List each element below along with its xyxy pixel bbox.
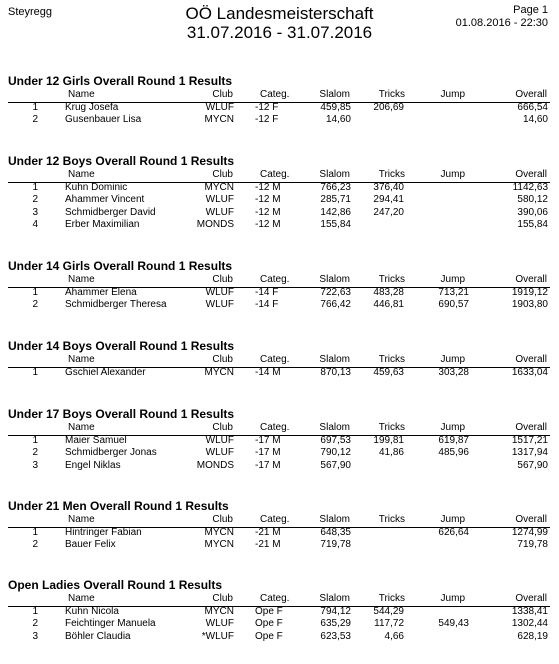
table-row: [0, 287, 559, 300]
cell-slalom: 155,84: [320, 219, 351, 231]
cell-overall: 719,78: [517, 539, 548, 551]
cell-tricks: 483,28: [373, 287, 404, 298]
cell-rank: 2: [32, 114, 38, 126]
cell-categ: -17 M: [255, 447, 281, 459]
column-header-categ: Categ.: [260, 354, 290, 365]
cell-categ: -17 M: [255, 435, 281, 446]
cell-rank: 1: [32, 435, 38, 446]
cell-club: WLUF: [205, 206, 234, 218]
cell-overall: 1919,12: [511, 287, 548, 298]
column-header-categ: Categ.: [260, 593, 290, 604]
cell-jump: 626,64: [438, 527, 469, 538]
cell-rank: 2: [32, 618, 38, 630]
cell-rank: 3: [32, 459, 38, 471]
column-header-name: Name: [68, 274, 95, 285]
cell-club: MONDS: [196, 459, 234, 471]
cell-slalom: 648,35: [320, 527, 351, 538]
cell-slalom: 766,23: [320, 182, 351, 193]
cell-rank: 2: [32, 447, 38, 459]
cell-overall: 1317,94: [511, 447, 548, 459]
cell-slalom: 722,63: [320, 287, 351, 298]
cell-name: Schmidberger Theresa: [65, 299, 167, 311]
cell-slalom: 870,13: [320, 367, 351, 378]
cell-slalom: 635,29: [320, 618, 351, 630]
cell-club: WLUF: [205, 299, 234, 311]
cell-categ: -21 M: [255, 527, 281, 538]
section-title: Under 17 Boys Overall Round 1 Results: [8, 407, 235, 421]
cell-tricks: 376,40: [373, 182, 404, 193]
cell-club: MONDS: [196, 219, 234, 231]
cell-jump: 619,87: [438, 435, 469, 446]
column-header-slalom: Slalom: [319, 514, 350, 525]
cell-club: MYCN: [204, 527, 234, 538]
cell-slalom: 14,60: [325, 114, 351, 126]
section-title: Under 21 Men Overall Round 1 Results: [8, 499, 229, 513]
cell-categ: -12 M: [255, 219, 281, 231]
cell-club: WLUF: [205, 194, 234, 206]
cell-jump: 713,21: [438, 287, 469, 298]
table-row: [0, 539, 559, 552]
column-header-slalom: Slalom: [319, 354, 350, 365]
cell-tricks: 4,66: [384, 630, 404, 642]
table-row: [0, 207, 559, 220]
cell-jump: 549,43: [438, 618, 469, 630]
cell-categ: -12 F: [255, 102, 279, 113]
cell-name: Gusenbauer Lisa: [65, 114, 142, 126]
column-header-club: Club: [212, 593, 233, 604]
column-header-row: [8, 89, 550, 103]
page-info: [456, 4, 548, 30]
cell-slalom: 142,86: [320, 206, 351, 218]
cell-name: Böhler Claudia: [65, 630, 131, 642]
column-header-jump: Jump: [440, 593, 465, 604]
cell-categ: -17 M: [255, 459, 281, 471]
cell-rank: 2: [32, 539, 38, 551]
page-number: Page 1: [513, 4, 548, 16]
table-row: [0, 102, 559, 115]
column-header-row: [8, 169, 550, 183]
cell-tricks: 459,63: [373, 367, 404, 378]
column-header-row: [8, 354, 550, 368]
cell-overall: 1633,04: [511, 367, 548, 378]
cell-slalom: 697,53: [320, 435, 351, 446]
column-header-tricks: Tricks: [378, 514, 405, 525]
cell-rank: 1: [32, 527, 38, 538]
column-header-club: Club: [212, 354, 233, 365]
cell-categ: -14 M: [255, 367, 281, 378]
column-header-slalom: Slalom: [319, 422, 350, 433]
cell-categ: Ope F: [255, 618, 283, 630]
cell-categ: -14 F: [255, 287, 279, 298]
table-row: [0, 460, 559, 473]
cell-slalom: 567,90: [320, 459, 351, 471]
cell-rank: 2: [32, 194, 38, 206]
column-header-jump: Jump: [440, 514, 465, 525]
cell-slalom: 719,78: [320, 539, 351, 551]
column-header-tricks: Tricks: [378, 354, 405, 365]
table-row: [0, 219, 559, 232]
cell-club: WLUF: [205, 435, 234, 446]
cell-tricks: 446,81: [373, 299, 404, 311]
column-header-club: Club: [212, 422, 233, 433]
column-header-row: [8, 422, 550, 436]
cell-jump: 690,57: [438, 299, 469, 311]
event-title: OÖ Landesmeisterschaft: [185, 4, 374, 23]
cell-categ: -12 M: [255, 206, 281, 218]
column-header-overall: Overall: [515, 354, 547, 365]
cell-overall: 1142,63: [512, 182, 548, 193]
cell-rank: 1: [32, 287, 38, 298]
column-header-slalom: Slalom: [319, 89, 350, 100]
cell-slalom: 459,85: [320, 102, 351, 113]
section-title: Under 14 Girls Overall Round 1 Results: [8, 259, 233, 273]
cell-club: WLUF: [205, 102, 234, 113]
column-header-jump: Jump: [440, 274, 465, 285]
cell-club: MYCN: [204, 114, 234, 126]
cell-name: Gschiel Alexander: [65, 367, 146, 378]
column-header-overall: Overall: [515, 89, 547, 100]
column-header-jump: Jump: [440, 354, 465, 365]
column-header-name: Name: [68, 89, 95, 100]
cell-name: Maier Samuel: [65, 435, 127, 446]
cell-tricks: 41,86: [378, 447, 404, 459]
column-header-overall: Overall: [515, 274, 547, 285]
section-title: Under 12 Girls Overall Round 1 Results: [8, 74, 233, 88]
column-header-categ: Categ.: [260, 514, 290, 525]
column-header-row: [8, 593, 550, 607]
table-row: [0, 527, 559, 540]
cell-name: Hintringer Fabian: [65, 527, 142, 538]
print-timestamp: 01.08.2016 - 22:30: [455, 17, 548, 29]
cell-overall: 1274,99: [511, 527, 548, 538]
table-row: [0, 435, 559, 448]
cell-overall: 1302,44: [511, 618, 548, 630]
cell-categ: Ope F: [255, 630, 283, 642]
column-header-jump: Jump: [440, 422, 465, 433]
column-header-categ: Categ.: [260, 89, 290, 100]
table-row: [0, 114, 559, 127]
table-row: [0, 606, 559, 619]
section-title: Under 14 Boys Overall Round 1 Results: [8, 339, 235, 353]
cell-slalom: 794,12: [320, 606, 351, 617]
cell-name: Erber Maximilian: [65, 219, 140, 231]
cell-jump: 303,28: [438, 367, 469, 378]
cell-overall: 1338,41: [511, 606, 548, 617]
column-header-name: Name: [68, 354, 95, 365]
cell-tricks: 247,20: [373, 206, 404, 218]
cell-name: Ahammer Vincent: [65, 194, 145, 206]
cell-jump: 485,96: [438, 447, 469, 459]
cell-overall: 580,12: [517, 194, 548, 206]
cell-overall: 1903,80: [511, 299, 548, 311]
cell-club: WLUF: [205, 618, 234, 630]
cell-name: Engel Niklas: [65, 459, 121, 471]
column-header-row: [8, 514, 550, 528]
event-dates: 31.07.2016 - 31.07.2016: [186, 23, 373, 42]
cell-name: Bauer Felix: [65, 539, 116, 551]
cell-slalom: 790,12: [320, 447, 351, 459]
cell-categ: -12 M: [255, 194, 281, 206]
column-header-slalom: Slalom: [319, 274, 350, 285]
cell-club: *WLUF: [201, 630, 234, 642]
cell-club: MYCN: [204, 367, 234, 378]
cell-club: MYCN: [204, 539, 234, 551]
column-header-club: Club: [212, 274, 233, 285]
section-title: Under 12 Boys Overall Round 1 Results: [8, 154, 235, 168]
column-header-categ: Categ.: [260, 274, 290, 285]
column-header-tricks: Tricks: [378, 274, 405, 285]
column-header-overall: Overall: [515, 514, 547, 525]
column-header-tricks: Tricks: [378, 593, 405, 604]
location-label: Steyregg: [8, 6, 53, 18]
column-header-club: Club: [212, 89, 233, 100]
cell-tricks: 117,72: [374, 618, 404, 630]
cell-categ: -14 F: [255, 299, 279, 311]
cell-rank: 3: [32, 630, 38, 642]
column-header-tricks: Tricks: [378, 422, 405, 433]
column-header-name: Name: [68, 593, 95, 604]
column-header-club: Club: [212, 514, 233, 525]
column-header-overall: Overall: [515, 169, 547, 180]
cell-categ: Ope F: [255, 606, 283, 617]
table-row: [0, 618, 559, 631]
column-header-overall: Overall: [515, 422, 547, 433]
cell-name: Ahammer Elena: [65, 287, 137, 298]
cell-name: Schmidberger David: [65, 206, 156, 218]
cell-overall: 390,06: [517, 206, 548, 218]
cell-overall: 666,54: [517, 102, 548, 113]
table-row: [0, 631, 559, 644]
cell-club: WLUF: [205, 447, 234, 459]
column-header-tricks: Tricks: [378, 89, 405, 100]
column-header-club: Club: [212, 169, 233, 180]
cell-club: MYCN: [204, 606, 234, 617]
cell-overall: 1517,21: [511, 435, 548, 446]
column-header-tricks: Tricks: [378, 169, 405, 180]
column-header-name: Name: [68, 514, 95, 525]
cell-tricks: 544,29: [373, 606, 404, 617]
cell-name: Schmidberger Jonas: [65, 447, 157, 459]
column-header-slalom: Slalom: [319, 169, 350, 180]
cell-overall: 155,84: [517, 219, 548, 231]
cell-name: Krug Josefa: [65, 102, 119, 113]
cell-rank: 3: [32, 206, 38, 218]
cell-rank: 2: [32, 299, 38, 311]
cell-name: Kuhn Dominic: [65, 182, 128, 193]
cell-overall: 567,90: [517, 459, 548, 471]
cell-rank: 1: [32, 367, 38, 378]
cell-rank: 4: [32, 219, 38, 231]
cell-categ: -21 M: [255, 539, 281, 551]
table-row: [0, 299, 559, 312]
column-header-categ: Categ.: [260, 422, 290, 433]
cell-slalom: 766,42: [320, 299, 351, 311]
table-row: [0, 182, 559, 195]
cell-club: MYCN: [204, 182, 234, 193]
cell-categ: -12 M: [255, 182, 281, 193]
column-header-row: [8, 274, 550, 288]
cell-rank: 1: [32, 102, 38, 113]
column-header-name: Name: [68, 169, 95, 180]
cell-name: Kuhn Nicola: [65, 606, 119, 617]
column-header-jump: Jump: [440, 169, 465, 180]
column-header-slalom: Slalom: [319, 593, 350, 604]
cell-slalom: 623,53: [320, 630, 351, 642]
cell-rank: 1: [32, 606, 38, 617]
table-row: [0, 367, 559, 380]
cell-tricks: 294,41: [373, 194, 404, 206]
cell-overall: 628,19: [517, 630, 548, 642]
cell-overall: 14,60: [522, 114, 548, 126]
table-row: [0, 194, 559, 207]
column-header-overall: Overall: [515, 593, 547, 604]
column-header-categ: Categ.: [260, 169, 290, 180]
cell-slalom: 285,71: [320, 194, 351, 206]
cell-name: Feichtinger Manuela: [65, 618, 156, 630]
section-title: Open Ladies Overall Round 1 Results: [8, 578, 223, 592]
column-header-name: Name: [68, 422, 95, 433]
cell-tricks: 199,81: [373, 435, 404, 446]
cell-club: WLUF: [205, 287, 234, 298]
column-header-jump: Jump: [440, 89, 465, 100]
cell-categ: -12 F: [255, 114, 279, 126]
cell-tricks: 206,69: [373, 102, 404, 113]
table-row: [0, 447, 559, 460]
cell-rank: 1: [32, 182, 38, 193]
